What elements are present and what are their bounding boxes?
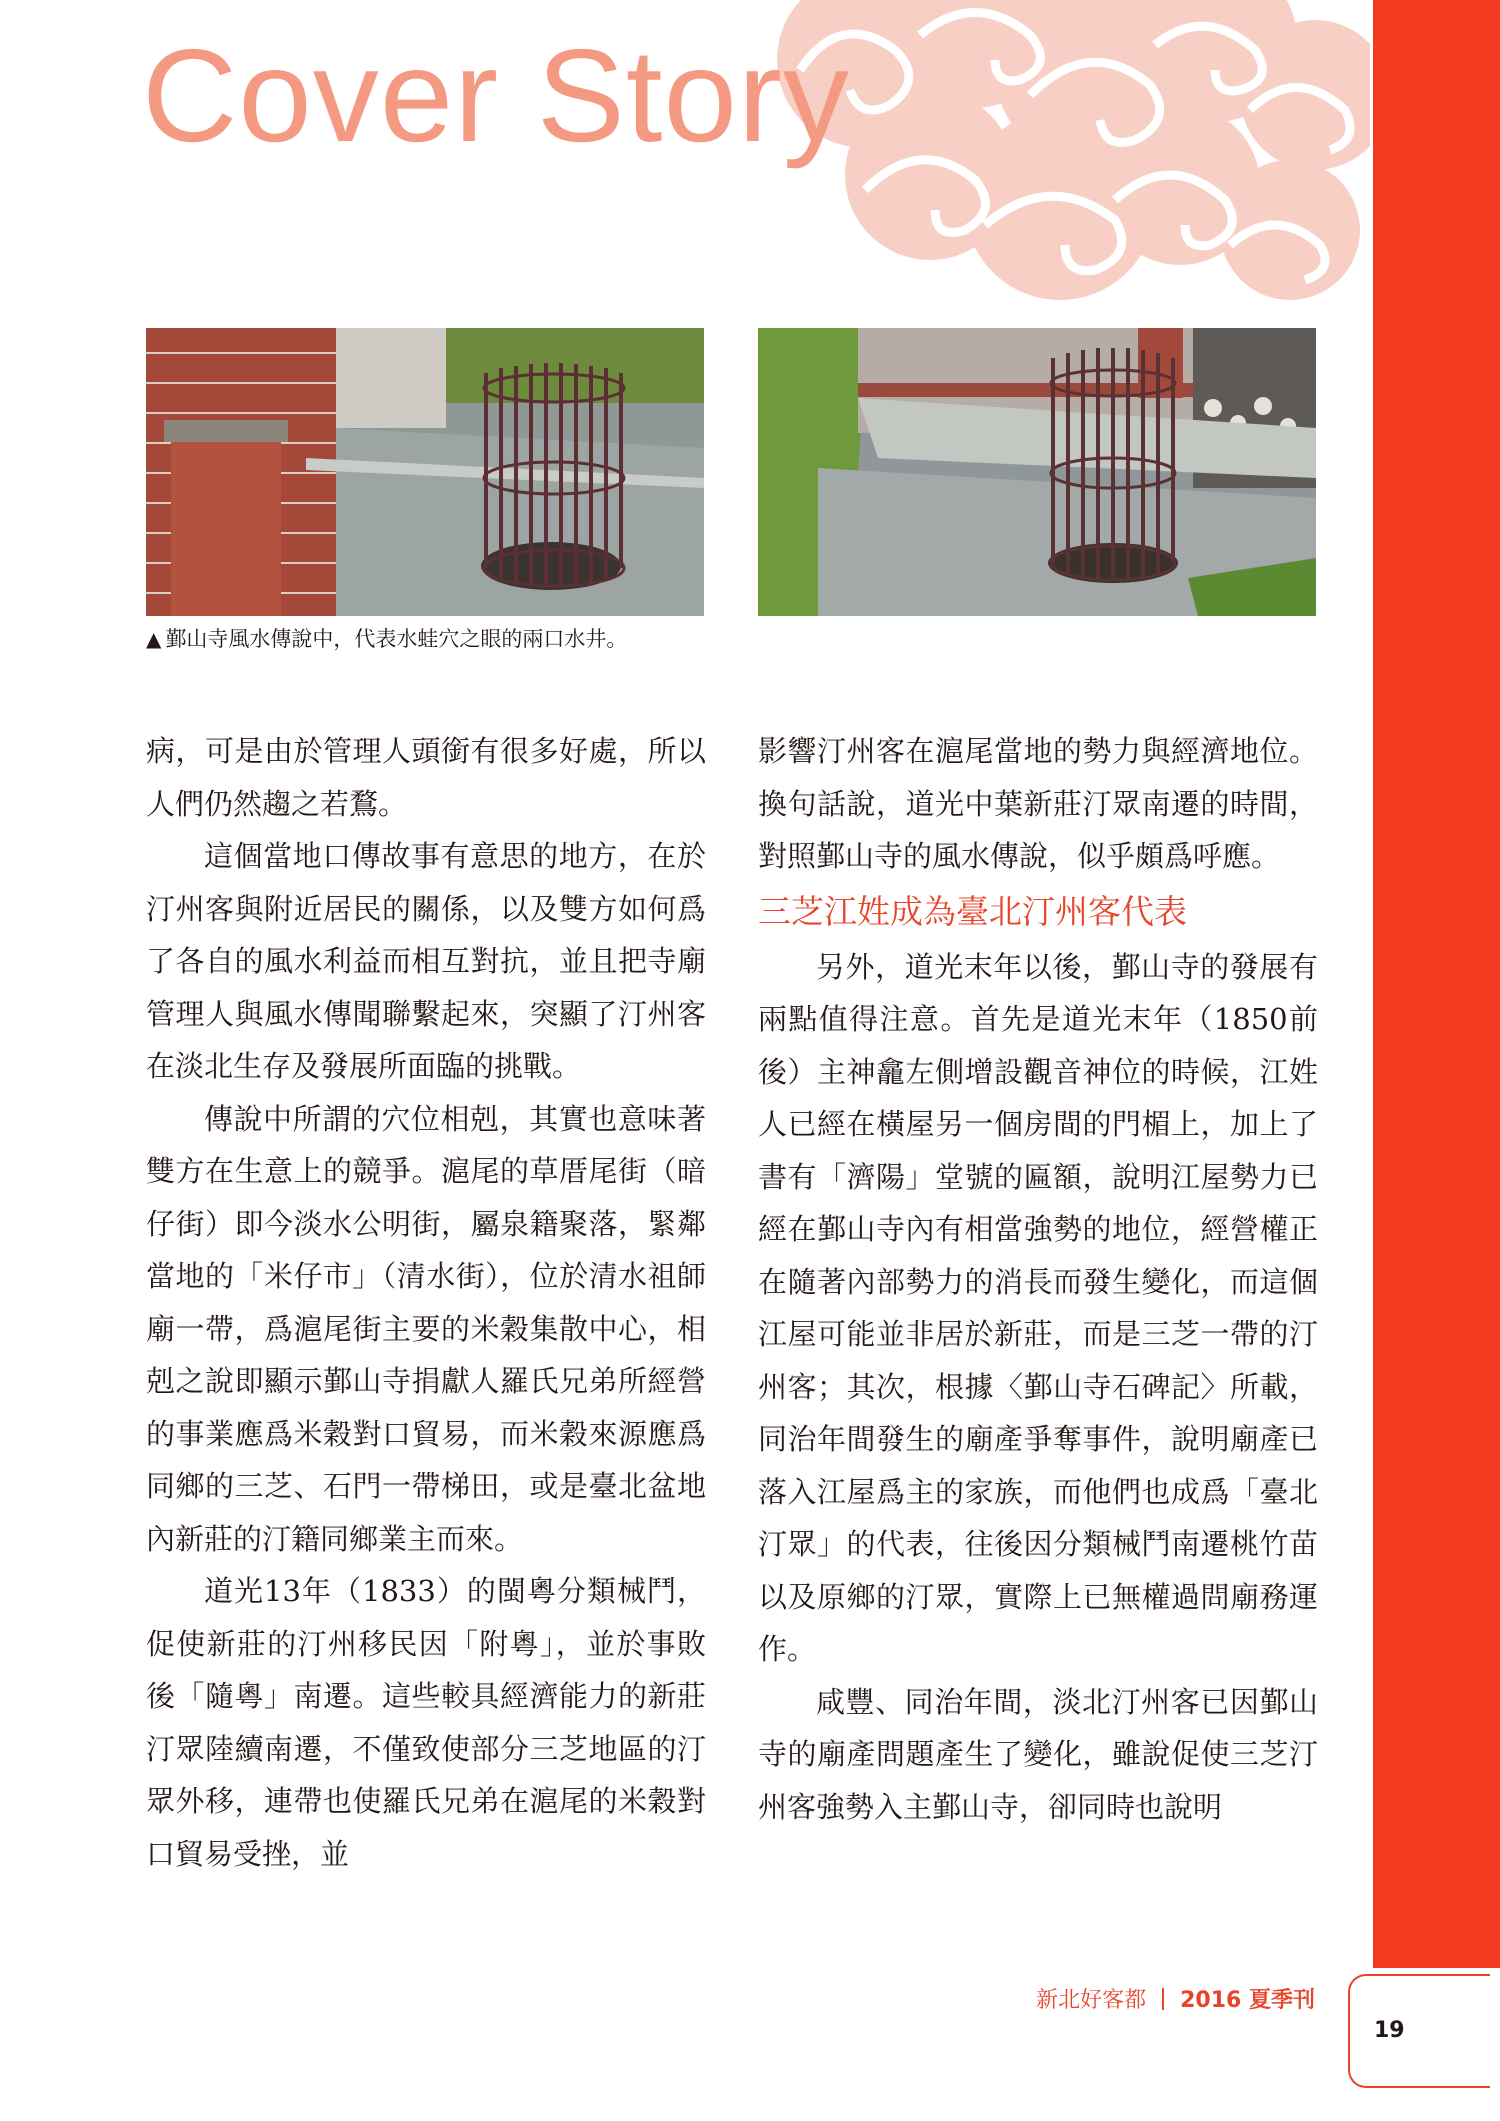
page-title: Cover Story: [142, 22, 850, 169]
body-paragraph: 病，可是由於管理人頭銜有很多好處，所以人們仍然趨之若鶩。: [146, 734, 706, 821]
footer-divider: [1162, 1988, 1164, 2010]
body-paragraph: 傳說中所謂的穴位相剋，其實也意味著雙方在生意上的競爭。滬尾的草厝尾街（暗仔街）即今淡水公明街，屬泉籍聚落，緊鄰當地的「米仔市」（清水街），位於清水祖師廟一帶，爲滬尾街主要的米穀集散中心，相剋之說即顯示鄞山寺捐獻人羅氏兄弟所經營的事業應爲米穀對口貿易，而米穀來源應爲同鄉的三芝、石門一帶梯田，或是臺北盆地內新莊的汀籍同鄉業主而來。: [146, 1101, 706, 1556]
body-paragraph: 這個當地口傳故事有意思的地方，在於汀州客與附近居民的關係，以及雙方如何爲了各自的風水利益而相互對抗，並且把寺廟管理人與風水傳聞聯繫起來，突顯了汀州客在淡北生存及發展所面臨的挑戰。: [146, 839, 706, 1083]
body-paragraph: 道光13年（1833）的閩粵分類械鬥，促使新莊的汀州移民因「附粵」，並於事敗後「隨粵」南遷。這些較具經濟能力的新莊汀眾陸續南遷，不僅致使部分三芝地區的汀眾外移，連帶也使羅氏兄弟在滬尾的米穀對口貿易受挫，並: [146, 1574, 706, 1871]
issue-label: 2016 夏季刊: [1180, 1988, 1315, 2013]
well-photo-right: [758, 328, 1316, 616]
photo-caption-text: 鄞山寺風水傳說中，代表水蛙穴之眼的兩口水井。: [165, 627, 628, 651]
side-accent-bar: [1373, 0, 1500, 1968]
body-paragraph: 咸豐、同治年間，淡北汀州客已因鄞山寺的廟產問題產生了變化，雖說促使三芝汀州客強勢入主鄞山寺，卻同時也說明: [758, 1684, 1318, 1824]
right-text-column: [758, 725, 1318, 1833]
triangle-marker-icon: ▲: [146, 627, 162, 651]
body-paragraph: 另外，道光末年以後，鄞山寺的發展有兩點值得注意。首先是道光末年（1850前後）主神龕左側增設觀音神位的時候，江姓人已經在橫屋另一個房間的門楣上，加上了書有「濟陽」堂號的匾額，說明江屋勢力已經在鄞山寺內有相當強勢的地位，經營權正在隨著內部勢力的消長而發生變化，而這個江屋可能並非居於新莊，而是三芝一帶的汀州客；其次，根據〈鄞山寺石碑記〉所載，同治年間發生的廟產爭奪事件，說明廟產已落入江屋爲主的家族，而他們也成爲「臺北汀眾」的代表，往後因分類械鬥南遷桃竹苗以及原鄉的汀眾，實際上已無權過問廟務運作。: [758, 949, 1318, 1666]
well-photo-left: [146, 328, 704, 616]
cloud-pattern-decoration: [770, 0, 1370, 330]
section-heading: 三芝江姓成為臺北汀州客代表: [758, 891, 1187, 931]
page-number: 19: [1374, 2018, 1405, 2043]
publication-name: 新北好客都: [1036, 1988, 1147, 2013]
body-paragraph: 影響汀州客在滬尾當地的勢力與經濟地位。換句話說，道光中葉新莊汀眾南遷的時間，對照鄞山寺的風水傳說，似乎頗爲呼應。: [758, 734, 1318, 873]
photo-caption: [146, 623, 627, 655]
footer-publication: [1036, 1983, 1315, 2014]
left-text-column: [146, 725, 706, 1880]
page-number-frame: [1348, 1974, 1490, 2088]
